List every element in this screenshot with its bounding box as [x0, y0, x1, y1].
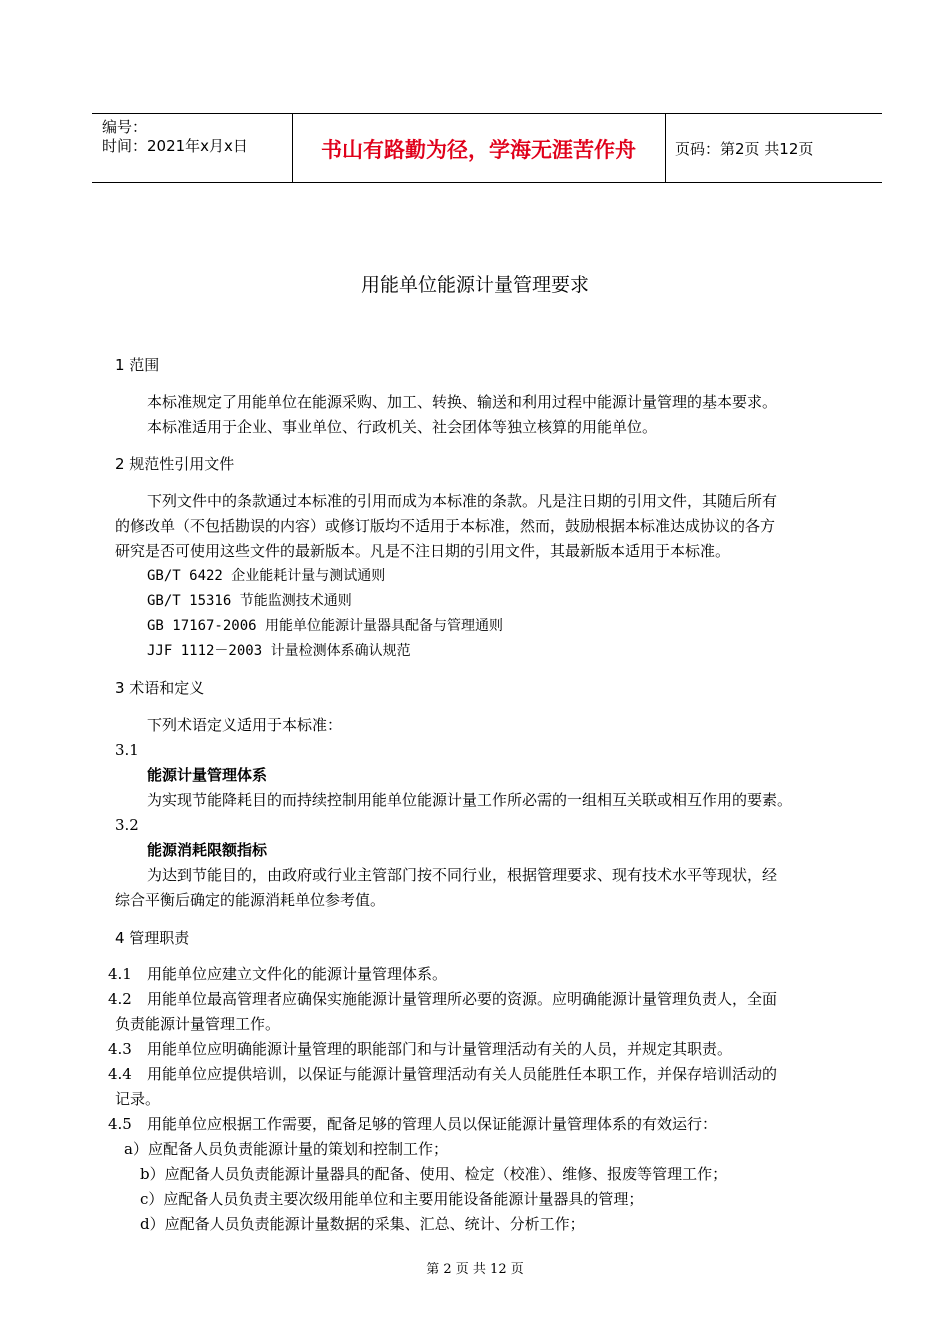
- section-4-4-text-line-1: 用能单位应提供培训，以保证与能源计量管理活动有关人员能胜任本职工作，并保存培训活动的: [147, 1065, 778, 1083]
- section-3-intro: 下列术语定义适用于本标准：: [147, 716, 343, 734]
- section-3-2-number: 3.2: [115, 816, 139, 834]
- section-2-paragraph-line-3: 研究是否可使用这些文件的最新版本。凡是不注日期的引用文件，其最新版本适用于本标准。: [115, 542, 731, 560]
- section-1-paragraph-1: 本标准规定了用能单位在能源采购、加工、转换、输送和利用过程中能源计量管理的基本要求。: [147, 393, 778, 411]
- section-4-1-number: 4.1: [108, 965, 132, 983]
- reference-4: JJF 1112－2003 计量检测体系确认规范: [147, 643, 411, 659]
- section-2-paragraph-line-1: 下列文件中的条款通过本标准的引用而成为本标准的条款。凡是注日期的引用文件，其随后所有: [147, 492, 778, 510]
- document-time-label: 时间：2021年x月x日: [102, 137, 248, 155]
- section-4-3-number: 4.3: [108, 1040, 132, 1058]
- section-4-5-item-d: d）应配备人员负责能源计量数据的采集、汇总、统计、分析工作；: [140, 1215, 585, 1233]
- section-2-heading: 2 规范性引用文件: [115, 455, 235, 473]
- section-4-3-text: 用能单位应明确能源计量管理的职能部门和与计量管理活动有关的人员，并规定其职责。: [147, 1040, 733, 1058]
- section-3-2-definition-line-1: 为达到节能目的，由政府或行业主管部门按不同行业，根据管理要求、现有技术水平等现状，经: [147, 866, 778, 884]
- section-3-heading: 3 术语和定义: [115, 679, 205, 697]
- section-1-heading: 1 范围: [115, 356, 160, 374]
- section-4-4-text-line-2: 记录。: [115, 1090, 161, 1108]
- section-4-5-text: 用能单位应根据工作需要，配备足够的管理人员以保证能源计量管理体系的有效运行：: [147, 1115, 718, 1133]
- page-code: 页码：第2页 共12页: [675, 140, 814, 158]
- section-3-1-number: 3.1: [115, 741, 139, 759]
- section-3-2-definition-line-2: 综合平衡后确定的能源消耗单位参考值。: [115, 891, 386, 909]
- section-4-4-number: 4.4: [108, 1065, 132, 1083]
- section-3-2-term: 能源消耗限额指标: [147, 841, 268, 859]
- section-3-1-term: 能源计量管理体系: [147, 766, 268, 784]
- section-4-heading: 4 管理职责: [115, 929, 190, 947]
- reference-3: GB 17167-2006 用能单位能源计量器具配备与管理通则: [147, 618, 504, 634]
- section-4-5-number: 4.5: [108, 1115, 132, 1133]
- reference-2: GB/T 15316 节能监测技术通则: [147, 593, 352, 609]
- motto: 书山有路勤为径，学海无涯苦作舟: [321, 138, 636, 162]
- section-4-2-text-line-2: 负责能源计量管理工作。: [115, 1015, 281, 1033]
- section-1-paragraph-2: 本标准适用于企业、事业单位、行政机关、社会团体等独立核算的用能单位。: [147, 418, 658, 436]
- header-motto-cell: [292, 114, 666, 182]
- section-4-5-item-c: c）应配备人员负责主要次级用能单位和主要用能设备能源计量器具的管理；: [140, 1190, 644, 1208]
- reference-1: GB/T 6422 企业能耗计量与测试通则: [147, 568, 386, 584]
- header-table: [92, 113, 882, 183]
- section-4-1-text: 用能单位应建立文件化的能源计量管理体系。: [147, 965, 448, 983]
- header-page-cell: [665, 114, 882, 182]
- section-2-paragraph-line-2: 的修改单（不包括勘误的内容）或修订版均不适用于本标准，然而，鼓励根据本标准达成协议的各方: [115, 517, 776, 535]
- document-number-label: 编号：: [102, 118, 148, 136]
- section-4-2-number: 4.2: [108, 990, 132, 1008]
- page-footer: 第 2 页 共 12 页: [426, 1262, 524, 1277]
- section-3-1-definition: 为实现节能降耗目的而持续控制用能单位能源计量工作所必需的一组相互关联或相互作用的要素。: [147, 791, 793, 809]
- section-4-5-item-b: b）应配备人员负责能源计量器具的配备、使用、检定（校准）、维修、报废等管理工作；: [140, 1165, 728, 1183]
- section-4-5-item-a: a）应配备人员负责能源计量的策划和控制工作；: [124, 1140, 448, 1158]
- section-4-2-text-line-1: 用能单位最高管理者应确保实施能源计量管理所必要的资源。应明确能源计量管理负责人，全面: [147, 990, 778, 1008]
- header-info-cell: [92, 114, 293, 182]
- document-title: 用能单位能源计量管理要求: [360, 274, 589, 296]
